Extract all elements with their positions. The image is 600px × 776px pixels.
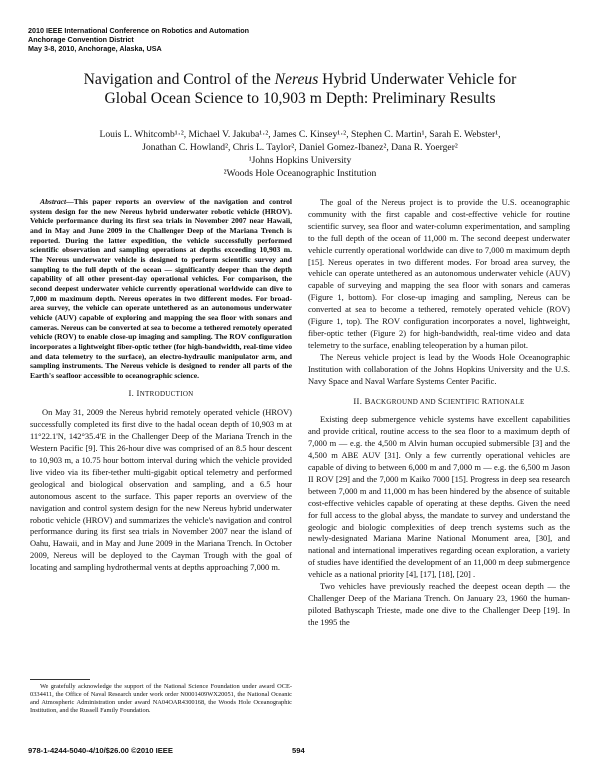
paper-title	[30, 70, 570, 108]
left-column	[30, 197, 292, 574]
intro-paragraph: On May 31, 2009 the Nereus hybrid remotely operated vehicle (HROV) successfully completed its first dive to the hadal ocean depth of 10,903 m at 11°22.1'N, 142°35.4'E in the Challenger Deep of the Mariana Trench in the Western Pacific [9]. This 26-hour dive was comprised of an 8.5 hour descent to 10,903 m, a 10.75 hour bottom interval during which the vehicle provided live video via its fiber-tether multi-gigabit optical telemetry and performed geological and biological observation and sampling, and a 6.5 hour autonomous ascent to the surface. This paper reports an overview of the navigation and control system design for the new Nereus hybrid underwater robotic vehicle (HROV) and summarizes the vehicle's navigation and control performance during its first sea trials in November 2007 near the island of Oahu, Hawaii, and in May and June 2009 in the Mariana Trench. In October 2009, Nereus will be deployed to the Cayman Trough with the goal of locating and sampling hydrothermal vents at depths approaching 7,000 m.	[30, 407, 292, 573]
conference-header	[28, 26, 249, 53]
conference-venue: Anchorage Convention District	[28, 35, 134, 44]
project-paragraph: The Nereus vehicle project is lead by the Woods Hole Oceanographic Institution with collaboration of the Johns Hopkins University and the U.S. Navy Space and Naval Warfare Systems Center Pacific.	[308, 351, 570, 386]
affiliation-2: ²Woods Hole Oceanographic Institution	[223, 168, 377, 179]
affiliation-1: ¹Johns Hopkins University	[248, 155, 352, 166]
footnote: We gratefully acknowledge the support of the National Science Foundation under award OCE-0334411, the Office of Naval Research under work order N0001409WX20051, the National Oceanic and Atmospheric Administration under award NA04OAR4300168, the Woods Hole Oceanographic Institution, and the Russell Family Foundation.	[30, 683, 292, 714]
abstract-text: This paper reports an overview of the navigation and control system design for the new Nereus hybrid underwater robotic vehicle (HROV). Vehicle performance during its first sea trials in November 2007 near Hawaii, and in May and June 2009 in the Challenger Deep of the Mariana Trench is reported. During the latter expedition, the vehicle successfully performed scientific observation and sampling operations at depths exceeding 10,903 m. The Nereus underwater vehicle is designed to perform scientific survey and sampling to the full depth of the ocean — significantly deeper than the depth capability of all other present-day operational vehicles. For comparison, the second deepest underwater vehicle currently operational worldwide can dive to 7,000 m maximum depth. Nereus operates in two different modes. For broad-area survey, the vehicle can operate untethered as an autonomous underwater vehicle (AUV) capable of exploring and mapping the sea floor with sonars and cameras. Nereus can be converted at sea to become a tethered remotely operated vehicle (ROV) to enable close-up imaging and sampling. The ROV configuration incorporates a lightweight fiber-optic tether (for high-bandwidth, real-time video and data telemetry to the surface), an electro-hydraulic manipulator arm, and sampling instruments. The Nereus vehicle is designed to render all parts of the Earth's seafloor accessible to oceanographic science.	[30, 197, 292, 380]
section-heading-background: II. BACKGROUND AND SCIENTIFIC RATIONALE	[353, 395, 525, 406]
abstract: Abstract—This paper reports an overview of the navigation and control system design for the new Nereus hybrid underwater robotic vehicle (HROV). Vehicle performance during its first sea trials in November 2007 near Hawaii, and in May and June 2009 in the Challenger Deep of the Mariana Trench is reported. During the latter expedition, the vehicle successfully performed scientific observation and sampling operations at depths exceeding 10,903 m. The Nereus underwater vehicle is designed to perform scientific survey and sampling to the full depth of the ocean — significantly deeper than the depth capability of all other present-day operational vehicles. For comparison, the second deepest underwater vehicle currently operational worldwide can dive to 7,000 m maximum depth. Nereus operates in two different modes. For broad-area survey, the vehicle can operate untethered as an autonomous underwater vehicle (AUV) capable of exploring and mapping the sea floor with sonars and cameras. Nereus can be converted at sea to become a tethered remotely operated vehicle (ROV) to enable close-up imaging and sampling. The ROV configuration incorporates a lightweight fiber-optic tether (for high-bandwidth, real-time video and data telemetry to the surface), an electro-hydraulic manipulator arm, and sampling instruments. The Nereus vehicle is designed to render all parts of the Earth's seafloor accessible to oceanographic science.	[30, 197, 292, 380]
right-column	[308, 197, 570, 629]
conference-date: May 3-8, 2010, Anchorage, Alaska, USA	[28, 44, 162, 53]
background-paragraph-1: Existing deep submergence vehicle systems have excellent capabilities and provide critical, routine access to the sea floor to a maximum depth of 7,000 m — e.g. the 4,500 m Alvin human occupied submersible [3] and the 4,500 m ABE AUV [31]. Only a few currently operational vehicles are capable of diving to between 6,000 m and 7,000 m — e.g. the 6,500 m Jason II ROV [29] and the 7,000 m Kaiko 7000 [15]. Progress in deep sea research between 7,000 m and 11,000 m has been hindered by the absence of suitable cost-effective vehicles capable of operating at these depths. Given the need for full access to the global abyss, the mandate to survey and understand the geologic and biologic complexities of deep trench systems such as the newly-designated Mariana Marine National Monument area, [30], and national and international imperatives regarding ocean exploration, a variety of studies have identified the development of an 11,000 m deep submergence vehicle as a national priority [4], [17], [18], [20] .	[308, 414, 570, 580]
title-line-2: Global Ocean Science to 10,903 m Depth: Preliminary Results	[104, 90, 496, 107]
footnote-rule	[30, 679, 90, 680]
conference-name: 2010 IEEE International Conference on Robotics and Automation	[28, 26, 249, 35]
abstract-label: Abstract	[40, 197, 67, 206]
author-line-1: Louis L. Whitcomb¹·², Michael V. Jakuba¹·², James C. Kinsey¹·², Stephen C. Martin¹, Sarah E. Webster¹,	[99, 129, 501, 140]
page-number: 594	[292, 746, 305, 755]
author-line-2: Jonathan C. Howland², Chris L. Taylor², Daniel Gomez-Ibanez², Dana R. Yoerger²	[142, 142, 458, 153]
title-line-1: Navigation and Control of the Nereus Hybrid Underwater Vehicle for	[83, 71, 517, 88]
isbn-footer: 978-1-4244-5040-4/10/$26.00 ©2010 IEEE	[28, 746, 173, 755]
goal-paragraph: The goal of the Nereus project is to provide the U.S. oceanographic community with the first capable and cost-effective vehicle for routine scientific survey, sea floor and water-column experimentation, and sampling to the full depth of the ocean of 11,000 m. The second deepest underwater vehicle currently operational worldwide can dive to 7,000 m maximum depth [15]. Nereus operates in two different modes. For broad area survey, the vehicle can operate untethered as an autonomous underwater vehicle (AUV) capable of surveying and mapping the sea floor with sonars and cameras (Figure 1, bottom). For close-up imaging and sampling, Nereus can be converted at sea to become a tethered, remotely operated vehicle (ROV) (Figure 1, top). The ROV configuration incorporates a novel, lightweight, fiber-optic tether (Figure 2) for high-bandwidth, real-time video and data telemetry to the surface, enabling teleoperation by a human pilot.	[308, 197, 570, 350]
author-block	[30, 128, 570, 180]
background-paragraph-2: Two vehicles have previously reached the deepest ocean depth — the Challenger Deep of the Mariana Trench. On January 23, 1960 the human-piloted Bathyscaph Trieste, made one dive to the Challenger Deep [19]. In the 1995 the	[308, 581, 570, 627]
section-heading-introduction: I. INTRODUCTION	[128, 388, 194, 399]
